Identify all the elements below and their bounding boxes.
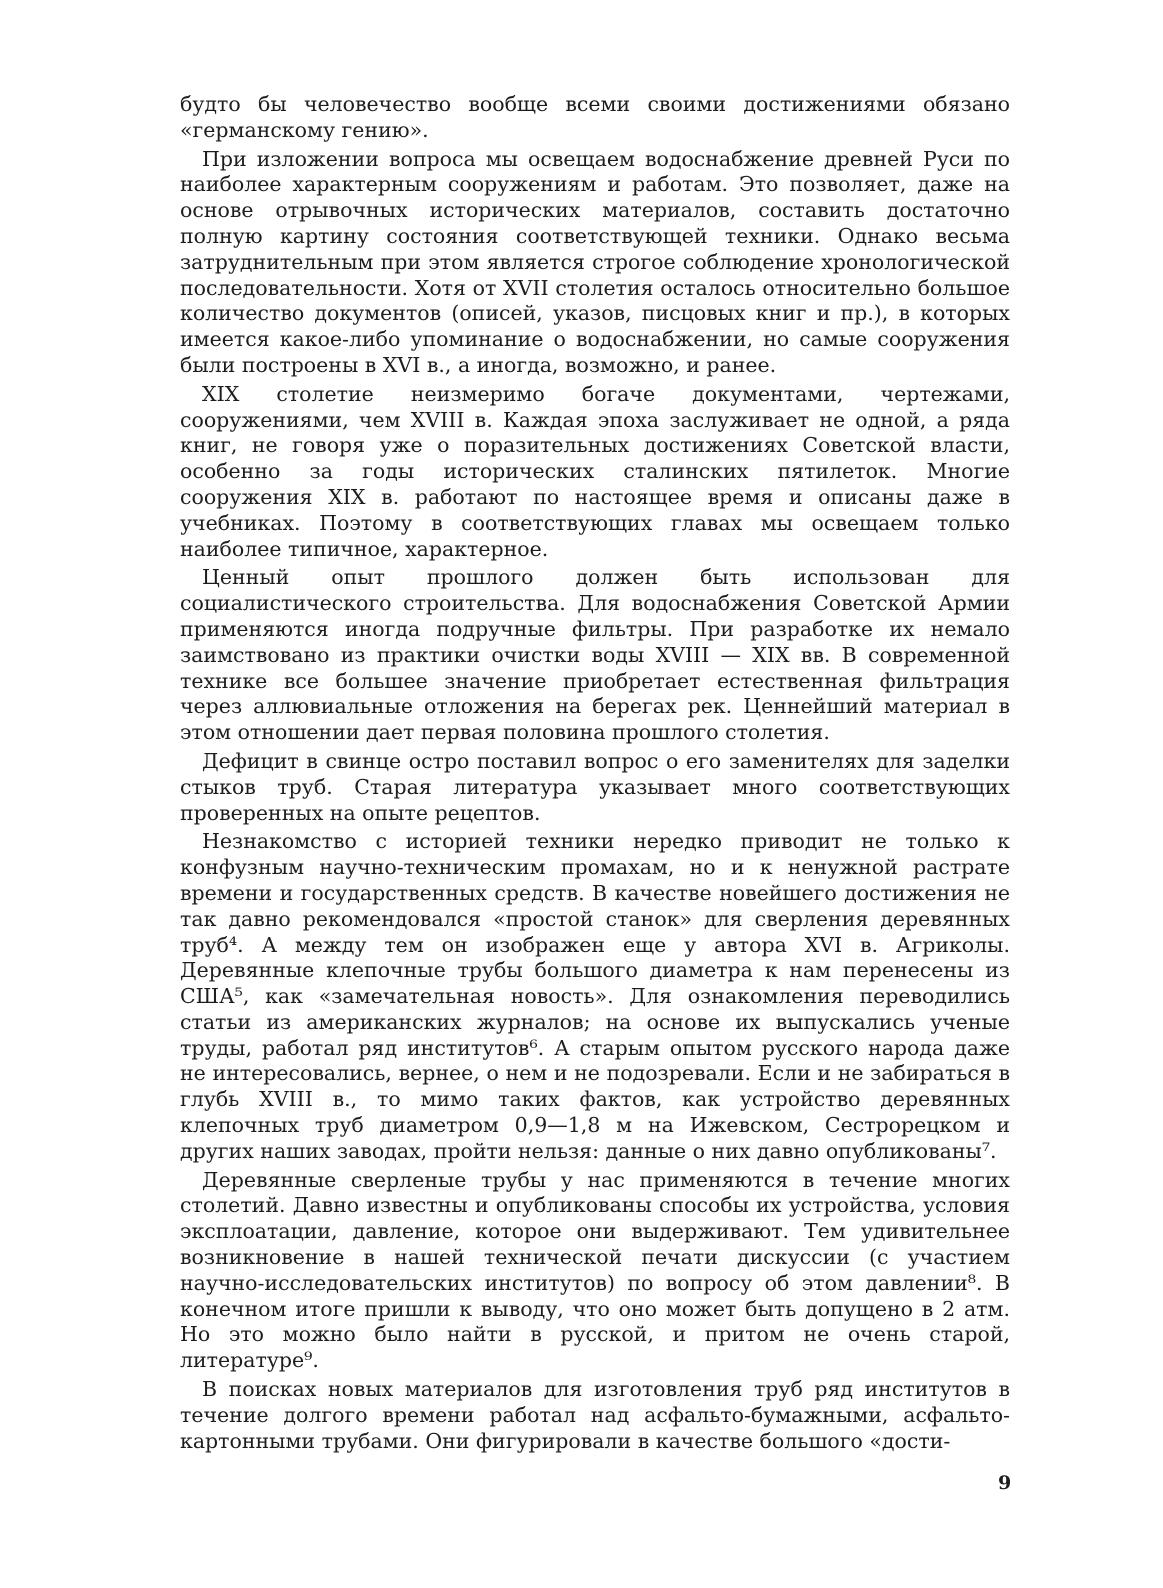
paragraph-4: Ценный опыт прошлого должен быть использован для социалистического строительства. Для водоснабжения Советской Армии применяются иногда подручные фильтры. При разработке их немало заимствовано из практики очистки воды XVIII — XIX вв. В современной технике все большее значение приобретает естественная фильтрация через аллювиальные отложения на берегах рек. Ценнейший материал в этом отношении дает первая половина прошлого столетия. xyxy=(180,565,1010,745)
document-body xyxy=(180,92,1010,1454)
paragraph-3: XIX столетие неизмеримо богаче документами, чертежами, сооружениями, чем XVIII в. Каждая эпоха заслуживает не одной, а ряда книг, не говоря уже о поразительных достижениях Советской власти, особенно за годы исторических сталинских пятилеток. Многие сооружения XIX в. работают по настоящее время и описаны даже в учебниках. Поэтому в соответствующих главах мы освещаем только наиболее типичное, характерное. xyxy=(180,381,1010,561)
paragraph-1: будто бы человечество вообще всеми своими достижениями обязано «германскому гению». xyxy=(180,92,1010,142)
page-number: 9 xyxy=(998,1472,1012,1494)
paragraph-7: Деревянные сверленые трубы у нас применяются в течение многих столетий. Давно известны и опубликованы способы их устройства, условия эксплоатации, давление, которое они выдерживают. Тем удивительнее возникновение в нашей технической печати дискуссии (с участием научно-исследовательских институтов) по вопросу об этом давлении⁸. В конечном итоге пришли к выводу, что оно может быть допущено в 2 атм. Но это можно было найти в русской, и притом не очень старой, литературе⁹. xyxy=(180,1167,1010,1373)
paragraph-5: Дефицит в свинце остро поставил вопрос о его заменителях для заделки стыков труб. Старая литература указывает много соответствующих проверенных на опыте рецептов. xyxy=(180,748,1010,825)
paragraph-6: Незнакомство с историей техники нередко приводит не только к конфузным научно-техническим промахам, но и к ненужной растрате времени и государственных средств. В качестве новейшего достижения не так давно рекомендовался «простой станок» для сверления деревянных труб⁴. А между тем он изображен еще у автора XVI в. Агриколы. Деревянные клепочные трубы большого диаметра к нам перенесены из США⁵, как «замечательная новость». Для ознакомления переводились статьи из американских журналов; на основе их выпускались ученые труды, работал ряд институтов⁶. А старым опытом русского народа даже не интересовались, вернее, о нем и не подозревали. Если и не забираться в глубь XVIII в., то мимо таких фактов, как устройство деревянных клепочных труб диаметром 0,9—1,8 м на Ижевском, Сестрорецком и других наших заводах, пройти нельзя: данные о них давно опубликованы⁷. xyxy=(180,829,1010,1163)
paragraph-8: В поисках новых материалов для изготовления труб ряд институтов в течение долгого времени работал над асфальто-бумажными, асфальто-картонными трубами. Они фигурировали в качестве большого «дости- xyxy=(180,1377,1010,1453)
paragraph-2: При изложении вопроса мы освещаем водоснабжение древней Руси по наиболее характерным сооружениям и работам. Это позволяет, даже на основе отрывочных исторических материалов, составить достаточно полную картину состояния соответствующей техники. Однако весьма затруднительным при этом является строгое соблюдение хронологической последовательности. Хотя от XVII столетия осталось относительно большое количество документов (описей, указов, писцовых книг и пр.), в которых имеется какое-либо упоминание о водоснабжении, но самые сооружения были построены в XVI в., а иногда, возможно, и ранее. xyxy=(180,146,1010,377)
